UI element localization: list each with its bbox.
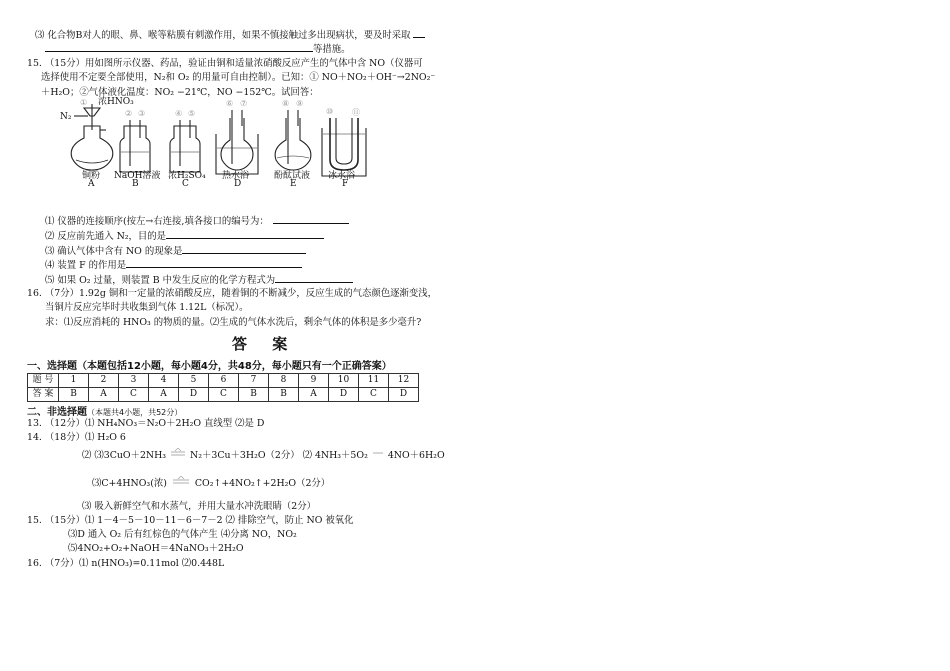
table-cell: 7 xyxy=(239,374,269,388)
apparatus-e-flask xyxy=(275,118,311,170)
letter-a: A xyxy=(88,179,95,189)
content-b: NaOH溶液 xyxy=(114,171,161,181)
answer-15-1: 15. （15分）⑴ 1－4－5－10－11－6－7－2 ⑵ 排除空气，防止 NO 被氧化 xyxy=(27,515,354,526)
table-cell: 8 xyxy=(269,374,299,388)
table-cell: 10 xyxy=(329,374,359,388)
table-cell: B xyxy=(269,388,299,402)
section2-title: 二、非选择题 xyxy=(27,407,87,418)
q16-line2: 当铜片反应完毕时共收集到气体 1.12L（标况）。 xyxy=(45,302,249,313)
table-cell: 11 xyxy=(359,374,389,388)
apparatus-c-bottle xyxy=(170,126,200,172)
table-cell: D xyxy=(179,388,209,402)
heat-arrow-icon xyxy=(170,476,192,490)
catalyst-arrow-icon xyxy=(371,448,385,462)
answer-14-3-products: CO₂↑+4NO₂↑+2H₂O（2分） xyxy=(194,478,331,489)
q15-sub1 xyxy=(45,214,349,228)
content-d: 热水浴 xyxy=(222,171,250,181)
answer-14-2-result: 4NO＋6H₂O xyxy=(387,450,445,461)
apparatus-b-bottle xyxy=(120,126,150,172)
table-cell: 5 xyxy=(179,374,209,388)
answer-13: 13. （12分）⑴ NH₄NO₃＝N₂O＋2H₂O 直线型 ⑵是 D xyxy=(27,418,265,429)
apparatus-f-u-tube xyxy=(330,118,358,170)
port-7: ⑦ xyxy=(240,99,248,108)
q15-sub5 xyxy=(45,273,353,287)
q15-sub4 xyxy=(45,258,302,272)
content-a: 铜粉 xyxy=(82,171,101,181)
q14-3-text: ⑶ 化合物B对人的眼、鼻、喉等粘膜有刺激作用，如果不慎接触过多出现病状，要及时采取 xyxy=(35,30,411,41)
answer-blank[interactable] xyxy=(126,258,302,268)
letter-e: E xyxy=(290,179,297,189)
table-cell: 6 xyxy=(209,374,239,388)
answer-blank[interactable] xyxy=(182,244,306,254)
table-header-number: 题 号 xyxy=(28,374,59,388)
table-cell: 4 xyxy=(149,374,179,388)
reaction-arrow-icon xyxy=(169,448,187,462)
port-11: ⑪ xyxy=(352,108,360,117)
port-4: ④ xyxy=(175,109,183,118)
q15-sub3-text: ⑶ 确认气体中含有 NO 的现象是 xyxy=(45,246,183,257)
q15-sub3 xyxy=(45,244,306,258)
answer-table-row-letters xyxy=(28,388,419,402)
answer-16: 16. （7分）⑴ n(HNO₃)=0.11mol ⑵0.448L xyxy=(27,558,225,569)
answer-15-2: ⑶D 通入 O₂ 后有红棕色的气体产生 ⑷分离 NO，NO₂ xyxy=(68,529,297,540)
port-8: ⑧ xyxy=(282,99,290,108)
letter-f: F xyxy=(342,179,349,189)
letter-d: D xyxy=(234,179,242,189)
q15-sub1-text: ⑴ 仪器的连接顺序(按左→右连接,填各接口的编号为： xyxy=(45,216,269,227)
table-cell: D xyxy=(389,388,419,402)
answers-title: 答 案 xyxy=(232,335,298,353)
answer-blank[interactable] xyxy=(275,273,353,283)
table-cell: 9 xyxy=(299,374,329,388)
content-c: 浓H₂SO₄ xyxy=(168,171,206,181)
apparatus-d-flask xyxy=(221,118,253,170)
answers-section1: 一、选择题（本题包括12小题，每小题4分，共48分，每小题只有一个正确答案） xyxy=(27,361,392,372)
q16-line1: 16. （7分）1.92g 铜和一定量的浓硝酸反应，随着铜的不断减少，反应生成的气态颜色逐渐变浅， xyxy=(27,288,437,299)
q15-line3: ＋H₂O；②气体液化温度：NO₂ −21℃，NO −152℃。试回答： xyxy=(41,87,319,98)
apparatus-figure xyxy=(60,97,380,189)
content-f: 冰水浴 xyxy=(328,171,356,181)
answer-blank[interactable] xyxy=(273,214,349,224)
table-cell: 12 xyxy=(389,374,419,388)
apparatus-f-u-tube-inner xyxy=(336,118,352,164)
q14-3-tail: 等措施。 xyxy=(313,44,351,55)
answer-14-4: ⑶ 吸入新鲜空气和水蒸气，并用大量水冲洗眼睛（2分） xyxy=(82,501,316,512)
table-cell: A xyxy=(149,388,179,402)
table-cell: 2 xyxy=(89,374,119,388)
apparatus-e-liquid xyxy=(277,156,309,158)
port-5: ⑤ xyxy=(188,109,196,118)
q14-3-line2 xyxy=(45,42,351,56)
answer-15-3: ⑸4NO₂+O₂+NaOH＝4NaNO₃＋2H₂O xyxy=(68,543,244,554)
q14-3-line xyxy=(35,28,425,42)
q15-sub2-text: ⑵ 反应前先通入 N₂，目的是 xyxy=(45,231,167,242)
table-header-answer: 答 案 xyxy=(28,388,59,402)
port-10: ⑩ xyxy=(326,107,334,116)
answer-14-2-reactants: ⑵ ⑶3CuO＋2NH₃ xyxy=(82,450,167,461)
port-3: ③ xyxy=(138,109,146,118)
letter-b: B xyxy=(132,179,139,189)
label-conc-hno3: 浓HNO₃ xyxy=(98,97,134,107)
answer-14-1: 14. （18分）⑴ H₂O 6 xyxy=(27,432,126,443)
table-cell: 1 xyxy=(59,374,89,388)
answer-blank[interactable] xyxy=(413,28,425,38)
answer-14-2 xyxy=(82,448,445,462)
answer-14-3 xyxy=(92,476,330,490)
table-cell: A xyxy=(299,388,329,402)
q15-sub5-text: ⑸ 如果 O₂ 过量，则装置 B 中发生反应的化学方程式为 xyxy=(45,275,276,286)
answer-table-row-numbers xyxy=(28,374,419,388)
content-e: 酚酞试液 xyxy=(274,171,311,181)
q15-sub2 xyxy=(45,229,324,243)
answer-blank[interactable] xyxy=(45,42,313,52)
q16-line3: 求：⑴反应消耗的 HNO₃ 的物质的量。⑵生成的气体水洗后，剩余气体的体积是多少毫升? xyxy=(45,317,422,328)
letter-c: C xyxy=(182,179,189,189)
table-cell: C xyxy=(359,388,389,402)
answer-table xyxy=(27,373,419,402)
table-cell: B xyxy=(59,388,89,402)
q15-line1: 15. （15分）用如图所示仪器、药品，验证由铜和适量浓硝酸反应产生的气体中含 NO（仪器可 xyxy=(27,58,423,69)
apparatus-a-copper xyxy=(76,160,108,163)
section2-note: （本题共4小题，共52分） xyxy=(87,408,183,417)
port-1: ① xyxy=(80,98,88,107)
table-cell: 3 xyxy=(119,374,149,388)
label-n2: N₂ xyxy=(60,112,72,122)
table-cell: B xyxy=(239,388,269,402)
port-2: ② xyxy=(125,109,133,118)
table-cell: C xyxy=(209,388,239,402)
port-6: ⑥ xyxy=(226,99,234,108)
port-9: ⑨ xyxy=(296,99,304,108)
answer-14-2-products: N₂＋3Cu＋3H₂O（2分） ⑵ 4NH₃＋5O₂ xyxy=(190,450,368,461)
q15-sub4-text: ⑷ 装置 F 的作用是 xyxy=(45,260,127,271)
table-cell: C xyxy=(119,388,149,402)
answer-14-3-reactants: ⑶C+4HNO₃(浓) xyxy=(92,478,167,489)
table-cell: D xyxy=(329,388,359,402)
answers-section2 xyxy=(27,403,182,418)
q15-line2: 选择使用不定要全部使用，N₂和 O₂ 的用量可自由控制）。已知：① NO＋NO₂＋OH⁻→2NO₂⁻ xyxy=(41,72,436,83)
table-cell: A xyxy=(89,388,119,402)
answer-blank[interactable] xyxy=(166,229,324,239)
